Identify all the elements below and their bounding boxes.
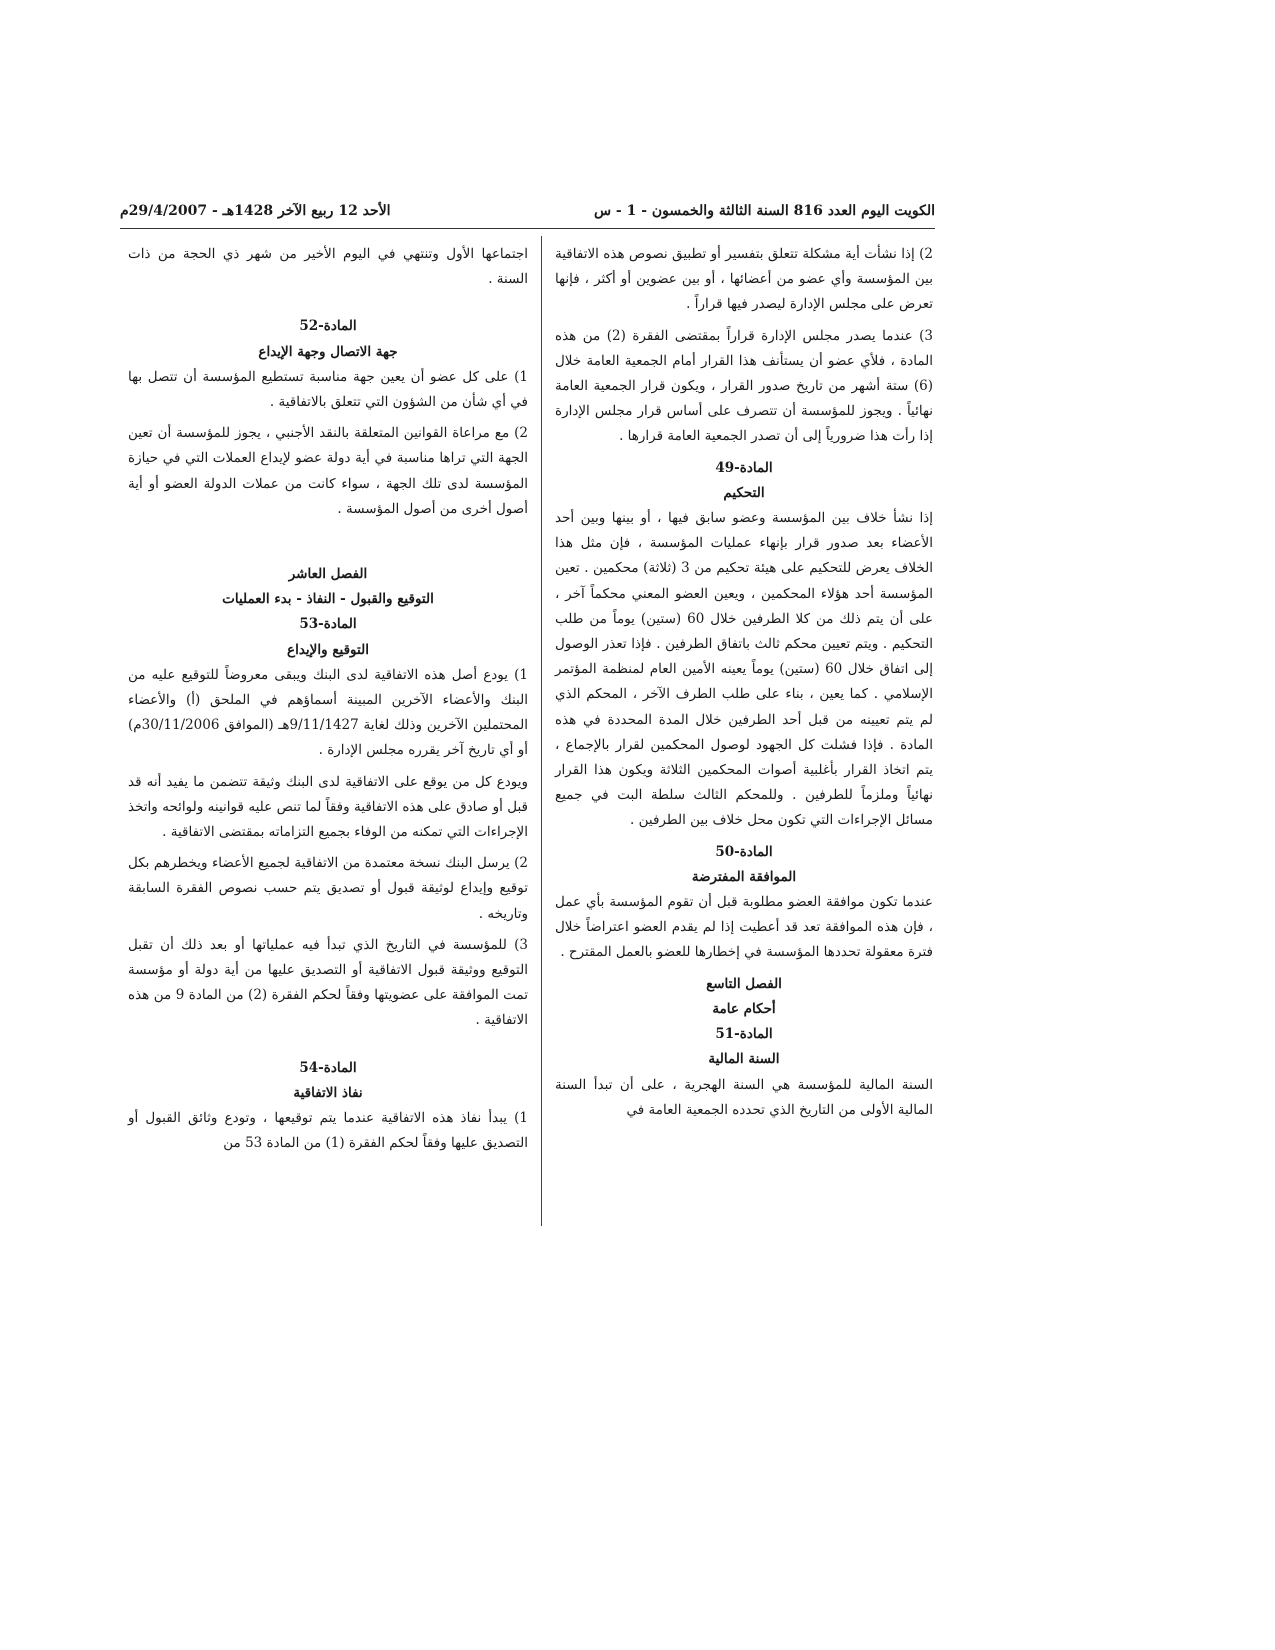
paragraph: ويودع كل من يوقع على الاتفاقية لدى البنك وثيقة تتضمن ما يفيد أنه قد قبل أو صادق على هذه الاتفاقية وفقاً لما تنص عليه قوانينه ولوائحه واتخذ الإجراءات التي تمكنه من الوفاء بجميع التزاماته بمقتضى الاتفاقية . [128,773,528,841]
article-title: التحكيم [723,484,765,501]
paragraph: 3) عندما يصدر مجلس الإدارة قراراً بمقتضى الفقرة (2) من هذه المادة ، فلأي عضو أن يستأنف هذا القرار أمام الجمعية العامة خلال (6) ستة أشهر من تاريخ صدور القرار ، ويكون قرار الجمعية العامة نهائياً . ويجوز للمؤسسة أن تتصرف على أساس قرار مجلس الإدارة إذا رأت هذا ضرورياً إلى أن تصدر الجمعية العامة قرارها . [555,327,933,445]
column-divider [541,236,542,1226]
chapter-heading: الفصل العاشر [288,566,368,583]
paragraph: اجتماعها الأول وتنتهي في اليوم الأخير من شهر ذي الحجة من ذات السنة . [128,246,528,288]
paragraph: 1) على كل عضو أن يعين جهة مناسبة تستطيع المؤسسة أن تتصل بها في أي شأن من الشؤون التي تتعلق بالاتفاقية . [128,368,528,411]
header-date: الأحد 12 ربيع الآخر 1428هـ - 29/4/2007م [120,203,391,219]
article-number: المادة-52 [299,318,357,335]
header-rule [120,228,935,229]
paragraph: 2) يرسل البنك نسخة معتمدة من الاتفاقية لجميع الأعضاء ويخطرهم بكل توقيع وإيداع لوثيقة قبول أو تصديق يتم حسب نصوص الفقرة السابقة وتاريخه . [128,855,528,922]
paragraph: 2) إذا نشأت أية مشكلة تتعلق بتفسير أو تطبيق نصوص هذه الاتفاقية بين المؤسسة وأي عضو من أعضائها ، أو بين عضوين أو أكثر ، فإنها تعرض على مجلس الإدارة ليصدر فيها قراراً . [555,246,933,313]
paragraph: إذا نشأ خلاف بين المؤسسة وعضو سابق فيها ، أو بينها وبين أحد الأعضاء بعد صدور قرار بإنهاء عمليات المؤسسة ، فإن مثل هذا الخلاف يعرض للتحكيم على هيئة تحكيم من 3 (ثلاثة) محكمين . تعين المؤسسة أحد هؤلاء المحكمين ، ويعين العضو المعني محكماً آخر ، على أن يتم ذلك من كلا الطرفين خلال 60 (ستين) يوماً من طلب التحكيم . ويتم تعيين محكم ثالث باتفاق الطرفين . فإذا تعذر الوصول إلى اتفاق خلال 60 (ستين) يوماً يعينه الأمين العام لمنظمة المؤتمر الإسلامي . كما يعين ، بناء على طلب الطرف الآخر ، المحكم الذي لم يتم تعيينه من قبل أحد الطرفين خلال المدة المحددة في هذه المادة . فإذا فشلت كل الجهود لوصول المحكمين لقرار بالإجماع ، يتم اتخاذ القرار بأغلبية أصوات المحكمين الثلاثة ويكون هذا القرار نهائياً وملزماً للطرفين . وللمحكم الثالث سلطة البت في جميع مسائل الإجراءات التي تكون محل خلاف بين الطرفين . [555,510,934,829]
page-header [120,198,935,224]
article-number: المادة-54 [299,1059,357,1076]
article-title: التوقيع والإيداع [287,641,369,658]
article-title: نفاذ الاتفاقية [293,1084,363,1101]
article-title: الموافقة المفترضة [691,868,797,885]
paragraph: 1) يودع أصل هذه الاتفاقية لدى البنك ويبقى معروضاً للتوقيع عليه من البنك والأعضاء الآخرين المبينة أسماؤهم في الملحق (أ) والأعضاء المحتملين الآخرين وذلك لغاية 9/11/1427هـ (الموافق 30/11/2006م) أو أي تاريخ آخر يقرره مجلس الإدارة . [128,666,528,759]
article-number: المادة-50 [715,843,773,860]
article-number: المادة-53 [299,616,357,633]
chapter-heading: الفصل التاسع [706,975,782,992]
chapter-title: أحكام عامة [712,1000,776,1017]
paragraph: 2) مع مراعاة القوانين المتعلقة بالنقد الأجنبي ، يجوز للمؤسسة أن تعين الجهة التي تراها مناسبة في أية دولة عضو لإيداع العملات التي في حيازة المؤسسة لدى تلك الجهة ، سواء كانت من عملات الدولة العضو أو أية أصول أخرى من أصول المؤسسة . [128,425,528,517]
paragraph: 1) يبدأ نفاذ هذه الاتفاقية عندما يتم توقيعها ، وتودع وثائق القبول أو التصديق عليها وفقاً لحكم الفقرة (1) من المادة 53 من [128,1110,528,1152]
article-number: المادة-51 [715,1026,773,1043]
article-number: المادة-49 [715,459,773,476]
right-column [555,242,933,1129]
chapter-title: التوقيع والقبول - النفاذ - بدء العمليات [222,591,434,608]
article-title: جهة الاتصال وجهة الإيداع [258,343,398,360]
article-title: السنة المالية [708,1051,780,1068]
left-column [128,242,528,1163]
header-publication: الكويت اليوم العدد 816 السنة الثالثة والخمسون - 1 - س [593,203,935,219]
paragraph: 3) للمؤسسة في التاريخ الذي تبدأ فيه عملياتها أو بعد ذلك أن تقبل التوقيع ووثيقة قبول الاتفاقية أو التصديق عليها من أية دولة أو مؤسسة تمت الموافقة على عضويتها وفقاً لحكم الفقرة (2) من المادة 9 من هذه الاتفاقية . [128,936,528,1029]
paragraph: عندما تكون موافقة العضو مطلوبة قبل أن تقوم المؤسسة بأي عمل ، فإن هذه الموافقة تعد قد أعطيت إذا لم يقدم العضو اعتراضاً خلال فترة معقولة تحددها المؤسسة في إخطارها للعضو بالعمل المقترح . [555,894,933,961]
paragraph: السنة المالية للمؤسسة هي السنة الهجرية ، على أن تبدأ السنة المالية الأولى من التاريخ الذي تحدده الجمعية العامة في [555,1076,933,1118]
